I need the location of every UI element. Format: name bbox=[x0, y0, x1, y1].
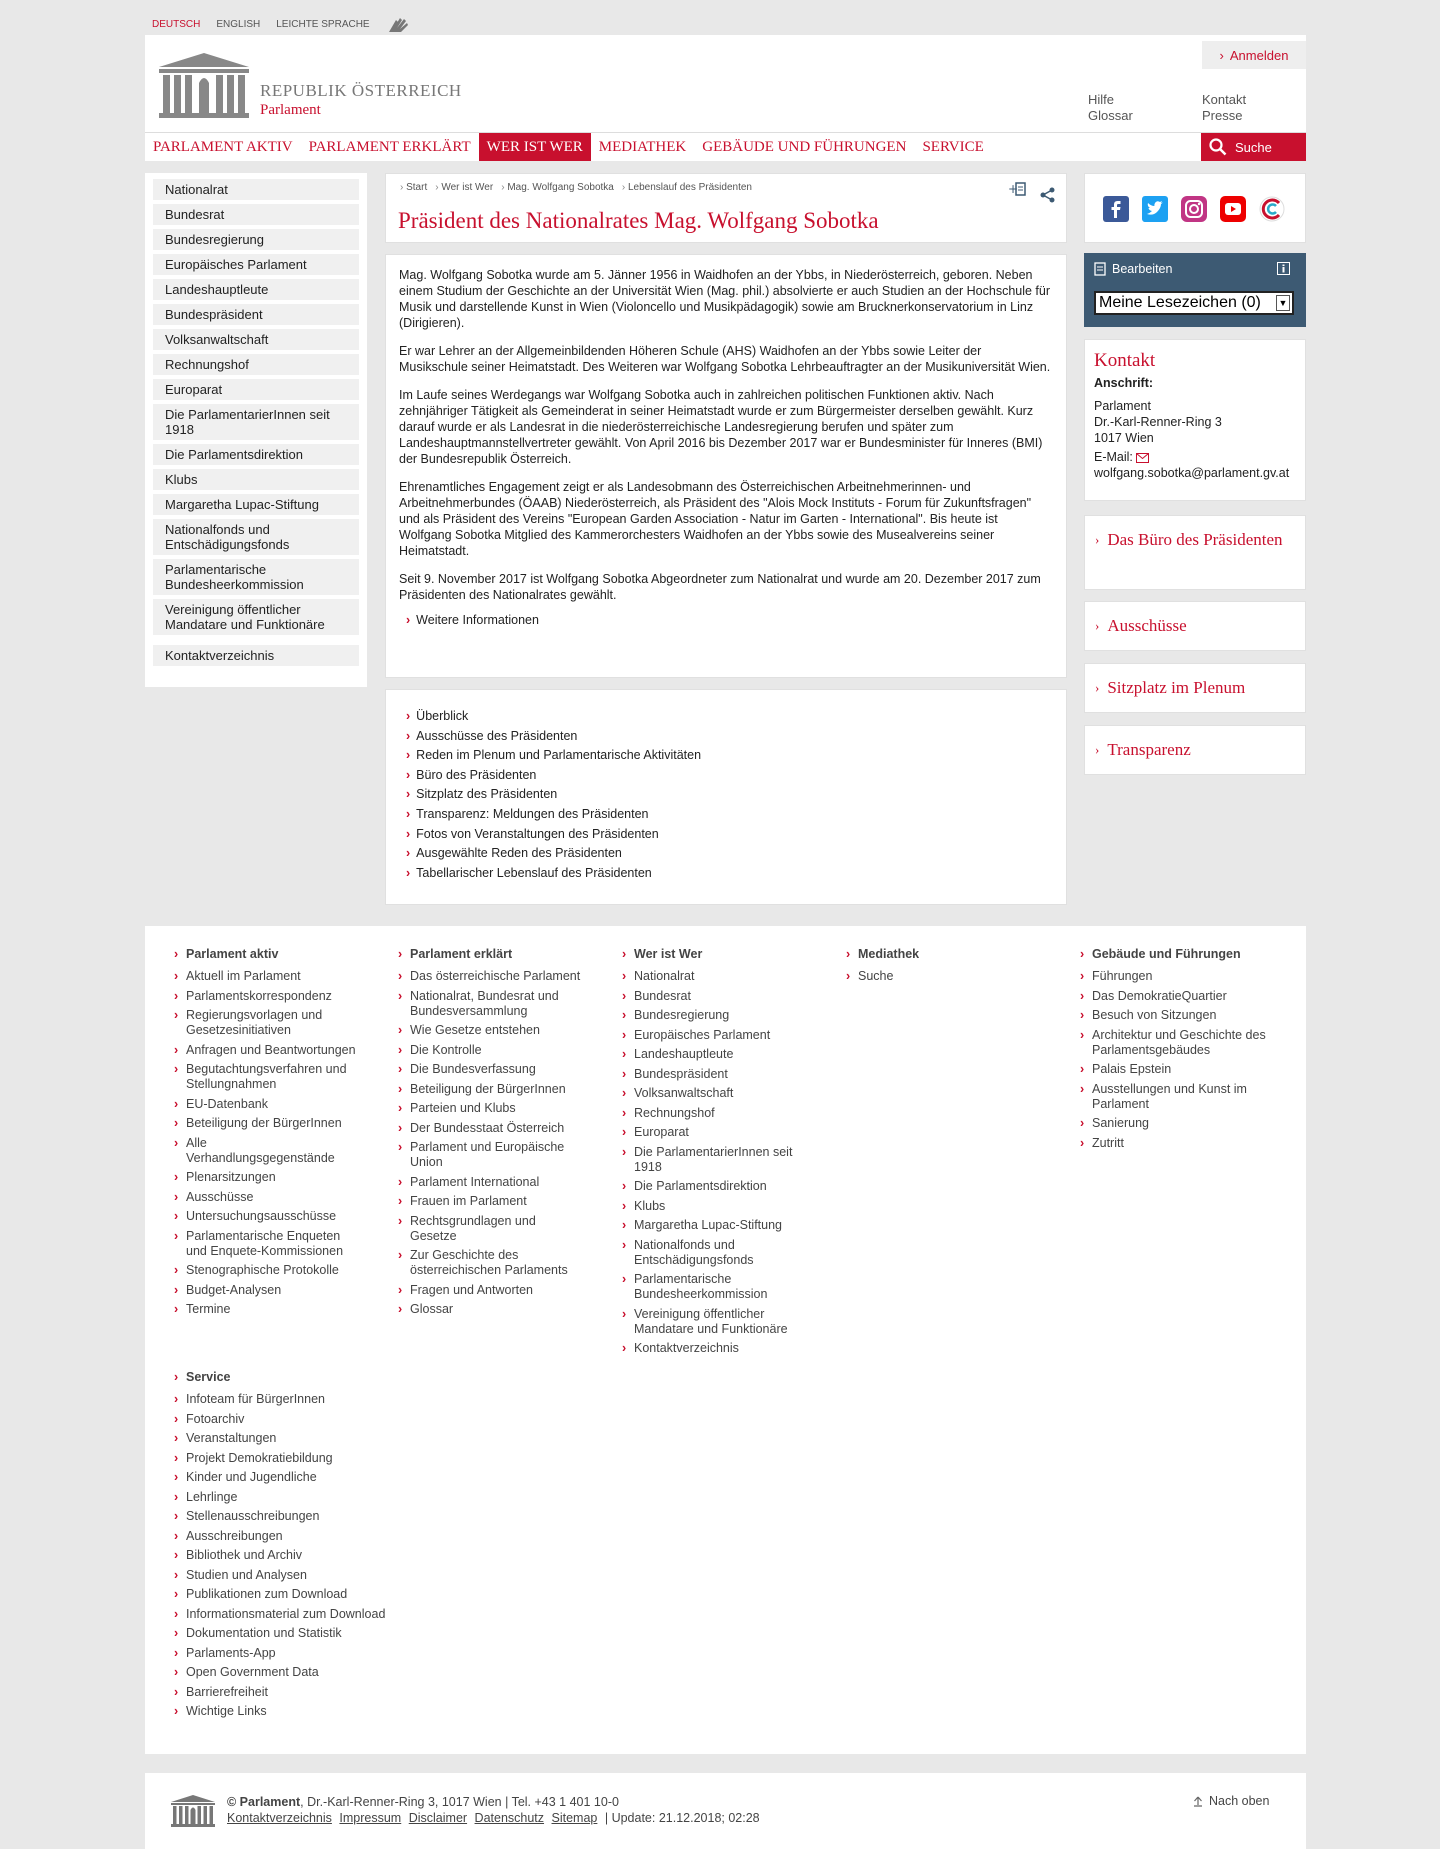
footer-link[interactable]: › Infoteam für BürgerInnen bbox=[174, 1392, 389, 1407]
footer-link[interactable]: › Beteiligung der BürgerInnen bbox=[398, 1082, 583, 1097]
footer-link[interactable]: › Ausschreibungen bbox=[174, 1529, 389, 1544]
back-to-top-label: Nach oben bbox=[1209, 1794, 1270, 1808]
social-panel bbox=[1084, 173, 1306, 243]
footer-column bbox=[398, 947, 583, 1322]
breadcrumb bbox=[400, 182, 752, 193]
sidebox-label: Transparenz bbox=[1107, 740, 1191, 759]
footer-link[interactable]: › Bundespräsident bbox=[622, 1067, 807, 1082]
related-link-label: Reden im Plenum und Parlamentarische Aktivitäten bbox=[416, 748, 702, 763]
footer-link[interactable]: › Aktuell im Parlament bbox=[174, 969, 359, 984]
left-navigation bbox=[145, 173, 367, 687]
leftnav-item[interactable]: Nationalrat bbox=[153, 179, 359, 200]
footer-link[interactable]: › Parlamentarische Enqueten und Enquete-Kommissionen bbox=[174, 1229, 359, 1259]
edit-icon bbox=[1094, 262, 1106, 276]
more-info-label: Weitere Informationen bbox=[416, 613, 539, 627]
footer-link[interactable]: › Publikationen zum Download bbox=[174, 1587, 389, 1602]
footer-link[interactable]: › Nationalrat, Bundesrat und Bundesversammlung bbox=[398, 989, 583, 1019]
login-button[interactable]: › Anmelden bbox=[1202, 41, 1306, 69]
footer-column bbox=[846, 947, 1031, 989]
footer-link[interactable]: › Dokumentation und Statistik bbox=[174, 1626, 389, 1641]
leftnav-item[interactable]: Rechnungshof bbox=[153, 354, 359, 375]
breadcrumb-item[interactable]: › Start bbox=[400, 182, 427, 193]
sidebox-label: Das Büro des Präsidenten bbox=[1107, 530, 1283, 549]
address-line: Dr.-Karl-Renner-Ring 3 bbox=[1094, 415, 1222, 429]
related-link[interactable]: › Tabellarischer Lebenslauf des Präsidenten bbox=[406, 865, 652, 880]
more-info-link[interactable]: › Weitere Informationen bbox=[406, 613, 539, 627]
footer-link[interactable]: › Volksanwaltschaft bbox=[622, 1086, 807, 1101]
footer-link[interactable]: › Anfragen und Beantwortungen bbox=[174, 1043, 359, 1058]
help-link[interactable]: Hilfe bbox=[1088, 92, 1115, 107]
footer-link[interactable]: › Klubs bbox=[622, 1199, 807, 1214]
address-label: Anschrift: bbox=[1094, 376, 1154, 390]
related-link[interactable]: › Fotos von Veranstaltungen des Präsidenten bbox=[406, 826, 659, 841]
logo-title: REPUBLIK ÖSTERREICH bbox=[260, 81, 462, 100]
footer-link[interactable]: › Frauen im Parlament bbox=[398, 1194, 583, 1209]
footer-link[interactable]: › Sanierung bbox=[1080, 1116, 1275, 1131]
leftnav-item[interactable]: Klubs bbox=[153, 469, 359, 490]
footer-link[interactable]: › Nationalrat bbox=[622, 969, 807, 984]
breadcrumb-item[interactable]: › Mag. Wolfgang Sobotka bbox=[501, 182, 614, 193]
title-panel bbox=[385, 173, 1067, 243]
related-link-label: Ausschüsse des Präsidenten bbox=[416, 728, 578, 743]
search-button[interactable] bbox=[1201, 133, 1306, 161]
lang-english[interactable]: ENGLISH bbox=[216, 18, 261, 30]
bookmark-add-icon[interactable] bbox=[1008, 181, 1028, 197]
related-link-label: Sitzplatz des Präsidenten bbox=[416, 787, 558, 802]
footer-column bbox=[1080, 947, 1275, 1155]
footer-link[interactable]: › Budget-Analysen bbox=[174, 1283, 359, 1298]
breadcrumb-item[interactable]: › Wer ist Wer bbox=[435, 182, 493, 193]
login-label: Anmelden bbox=[1229, 47, 1289, 63]
email-label: E-Mail: bbox=[1094, 450, 1133, 464]
main-navigation bbox=[145, 132, 1306, 161]
related-link-label: Transparenz: Meldungen des Präsidenten bbox=[416, 806, 649, 821]
footer-column-heading[interactable]: › Parlament erklärt bbox=[398, 947, 583, 961]
search-icon bbox=[1209, 138, 1227, 156]
nav-wer-ist-wer[interactable]: WER IST WER bbox=[479, 133, 591, 161]
leftnav-item[interactable]: Landeshauptleute bbox=[153, 279, 359, 300]
leftnav-item[interactable]: Volksanwaltschaft bbox=[153, 329, 359, 350]
parliament-small-logo-icon bbox=[171, 1795, 215, 1827]
contact-title: Kontakt bbox=[1094, 350, 1156, 371]
footer-link[interactable]: › Parteien und Klubs bbox=[398, 1101, 583, 1116]
bottom-bar bbox=[145, 1773, 1306, 1849]
footer-link[interactable]: › Ausstellungen und Kunst im Parlament bbox=[1080, 1082, 1275, 1112]
address-line: 1017 Wien bbox=[1094, 431, 1154, 445]
footer-link[interactable]: › EU-Datenbank bbox=[174, 1097, 359, 1112]
bookmarks-value: Meine Lesezeichen (0) bbox=[1099, 294, 1261, 311]
related-links-panel bbox=[385, 689, 1067, 905]
footer-link-sitemap[interactable]: Sitemap bbox=[551, 1811, 598, 1825]
footer-column-heading[interactable]: › Wer ist Wer bbox=[622, 947, 807, 961]
footer-link[interactable]: › Europarat bbox=[622, 1125, 807, 1140]
footer-link[interactable]: › Informationsmaterial zum Download bbox=[174, 1607, 389, 1622]
related-link[interactable]: › Ausschüsse des Präsidenten bbox=[406, 728, 578, 743]
update-date: | Update: 21.12.2018; 02:28 bbox=[604, 1811, 760, 1825]
related-link-label: Fotos von Veranstaltungen des Präsidenten bbox=[416, 826, 659, 841]
footer-column bbox=[174, 947, 359, 1322]
footer-link[interactable]: › Rechtsgrundlagen und Gesetze bbox=[398, 1214, 583, 1244]
footer-link[interactable]: › Das österreichische Parlament bbox=[398, 969, 583, 984]
biography-panel bbox=[385, 254, 1067, 678]
logo-subtitle: Parlament bbox=[260, 102, 321, 118]
footer-link[interactable]: › Europäisches Parlament bbox=[622, 1028, 807, 1043]
footer-link[interactable]: › Wichtige Links bbox=[174, 1704, 389, 1719]
nav-mediathek[interactable]: MEDIATHEK bbox=[598, 138, 687, 155]
footer-link[interactable]: › Lehrlinge bbox=[174, 1490, 389, 1505]
related-link[interactable]: › Transparenz: Meldungen des Präsidenten bbox=[406, 806, 649, 821]
footer-column-heading[interactable]: › Gebäude und Führungen bbox=[1080, 947, 1275, 961]
instagram-icon[interactable] bbox=[1181, 196, 1207, 222]
footer-link[interactable]: › Parlamentarische Bundesheerkommission bbox=[622, 1272, 807, 1302]
footer-link[interactable]: › Rechnungshof bbox=[622, 1106, 807, 1121]
footer-link-kontaktverzeichnis[interactable]: Kontaktverzeichnis bbox=[227, 1811, 332, 1825]
contact-panel bbox=[1084, 339, 1306, 501]
footer-column-heading[interactable]: › Service bbox=[174, 1370, 389, 1384]
footer-link-disclaimer[interactable]: Disclaimer bbox=[408, 1811, 468, 1825]
info-icon[interactable] bbox=[1277, 262, 1290, 275]
footer-link[interactable]: › Kinder und Jugendliche bbox=[174, 1470, 389, 1485]
footer-link[interactable]: › Die Bundesverfassung bbox=[398, 1062, 583, 1077]
bio-paragraph: Im Laufe seines Werdegangs war Wolfgang Sobotka auch in zahlreichen politischen Funktionen aktiv. Nach zehnjähriger Tätigkeit als Gemeinderat in seiner Heimatstadt wurde er zum Bürgermeister derselben gewählt. Kurz darauf wurde er als Landesrat in die niederösterreichische Landesregierung berufen und später zum Landeshauptmannstellvertreter gewählt. Von April 2016 bis Dezember 2017 war er Bundesminister für Inneres (BMI) der Bundesrepublik Österreich. bbox=[399, 388, 1043, 466]
footer-link[interactable]: › Fotoarchiv bbox=[174, 1412, 389, 1427]
edit-label: Bearbeiten bbox=[1112, 262, 1173, 276]
sidebox-transparenz[interactable]: › Transparenz bbox=[1084, 725, 1306, 775]
footer-link[interactable]: › Der Bundesstaat Österreich bbox=[398, 1121, 583, 1136]
demokratiewebstatt-icon[interactable] bbox=[1259, 196, 1285, 222]
bio-paragraph: Seit 9. November 2017 ist Wolfgang Sobotka Abgeordneter zum Nationalrat und wurde am 20. Dezember 2017 zum Präsidenten des Nationalrates gewählt. bbox=[399, 572, 1041, 602]
footer-link[interactable]: › Untersuchungsausschüsse bbox=[174, 1209, 359, 1224]
leftnav-item[interactable]: Parlamentarische Bundesheerkommission bbox=[153, 559, 359, 595]
footer-link[interactable]: › Studien und Analysen bbox=[174, 1568, 389, 1583]
edit-panel bbox=[1084, 253, 1306, 327]
footer-column bbox=[622, 947, 807, 1361]
leftnav-item[interactable]: Bundesrat bbox=[153, 204, 359, 225]
leftnav-item[interactable]: Margaretha Lupac-Stiftung bbox=[153, 494, 359, 515]
back-to-top-link[interactable] bbox=[1193, 1794, 1269, 1808]
footer-link[interactable]: › Begutachtungsverfahren und Stellungnahmen bbox=[174, 1062, 359, 1092]
footer-column-heading[interactable]: › Mediathek bbox=[846, 947, 1031, 961]
leftnav-item[interactable]: Nationalfonds und Entschädigungsfonds bbox=[153, 519, 359, 555]
footer-link[interactable]: › Veranstaltungen bbox=[174, 1431, 389, 1446]
facebook-icon[interactable] bbox=[1103, 196, 1129, 222]
arrow-up-icon bbox=[1193, 1795, 1203, 1807]
sign-language-icon[interactable] bbox=[386, 14, 412, 34]
footer-link[interactable]: › Termine bbox=[174, 1302, 359, 1317]
footer-link[interactable]: › Zur Geschichte des österreichischen Parlaments bbox=[398, 1248, 583, 1278]
footer-link[interactable]: › Bundesregierung bbox=[622, 1008, 807, 1023]
footer-link[interactable]: › Landeshauptleute bbox=[622, 1047, 807, 1062]
sidebox-label: Sitzplatz im Plenum bbox=[1107, 678, 1246, 697]
related-link-label: Überblick bbox=[416, 709, 469, 723]
footer-link[interactable]: › Alle Verhandlungsgegenstände bbox=[174, 1136, 359, 1166]
related-link-label: Büro des Präsidenten bbox=[416, 767, 537, 782]
sidebox-ausschuesse[interactable]: › Ausschüsse bbox=[1084, 601, 1306, 651]
envelope-icon bbox=[1136, 453, 1149, 463]
bio-paragraph: Ehrenamtliches Engagement zeigt er als Landesobmann des Österreichischen Arbeitnehmerinnen- und Arbeitnehmerbundes (ÖAAB) Niederösterreich, als Präsident des "Alois Mock Instituts - Forum für Zukunftsfragen" und als Präsident des Vereins "European Garden Association - Natur im Garten - International". Bis heute ist Wolfgang Sobotka Mitglied des Kammerorchesters Waidhofen an der Ybbs sowie des Musealvereins seiner Heimatstadt. bbox=[399, 480, 1032, 558]
glossary-link[interactable]: Glossar bbox=[1088, 108, 1133, 123]
parliament-logo-icon[interactable] bbox=[159, 53, 249, 119]
leftnav-item[interactable]: Europäisches Parlament bbox=[153, 254, 359, 275]
footer-link[interactable]: › Wie Gesetze entstehen bbox=[398, 1023, 583, 1038]
footer-link[interactable]: › Zutritt bbox=[1080, 1136, 1275, 1151]
footer-link[interactable]: › Parlamentskorrespondenz bbox=[174, 989, 359, 1004]
related-link-label: Ausgewählte Reden des Präsidenten bbox=[416, 846, 622, 861]
sidebox-buero[interactable]: › Das Büro des Präsidenten bbox=[1084, 515, 1306, 590]
svg-text:+: + bbox=[1008, 182, 1019, 196]
nav-service[interactable]: SERVICE bbox=[922, 138, 984, 155]
leftnav-item[interactable]: Bundesregierung bbox=[153, 229, 359, 250]
footer-link[interactable]: › Margaretha Lupac-Stiftung bbox=[622, 1218, 807, 1233]
footer-link[interactable]: › Regierungsvorlagen und Gesetzesinitiativen bbox=[174, 1008, 359, 1038]
nav-parlament-aktiv[interactable]: PARLAMENT AKTIV bbox=[153, 138, 293, 155]
footer-link[interactable]: › Kontaktverzeichnis bbox=[622, 1341, 807, 1356]
leftnav-item[interactable]: Europarat bbox=[153, 379, 359, 400]
page-title: Präsident des Nationalrates Mag. Wolfgang Sobotka bbox=[398, 208, 879, 233]
footer-link[interactable]: › Das DemokratieQuartier bbox=[1080, 989, 1275, 1004]
footer-link[interactable]: › Plenarsitzungen bbox=[174, 1170, 359, 1185]
footer-link[interactable]: › Open Government Data bbox=[174, 1665, 389, 1680]
footer-link[interactable]: › Palais Epstein bbox=[1080, 1062, 1275, 1077]
footer-column-heading[interactable]: › Parlament aktiv bbox=[174, 947, 359, 961]
language-bar bbox=[152, 14, 412, 34]
footer-link[interactable]: › Vereinigung öffentlicher Mandatare und Funktionäre bbox=[622, 1307, 807, 1337]
footer-link[interactable]: › Glossar bbox=[398, 1302, 583, 1317]
footer-link[interactable]: › Die ParlamentarierInnen seit 1918 bbox=[622, 1145, 807, 1175]
footer-link[interactable]: › Ausschüsse bbox=[174, 1190, 359, 1205]
footer-column bbox=[174, 1370, 389, 1724]
related-link[interactable]: › Sitzplatz des Präsidenten bbox=[406, 787, 558, 802]
email-link[interactable]: wolfgang.sobotka@parlament.gv.at bbox=[1094, 466, 1290, 480]
footer-link[interactable]: › Fragen und Antworten bbox=[398, 1283, 583, 1298]
footer-link[interactable]: › Projekt Demokratiebildung bbox=[174, 1451, 389, 1466]
address-line: Parlament bbox=[1094, 399, 1151, 413]
leftnav-item[interactable]: Die ParlamentarierInnen seit 1918 bbox=[153, 404, 359, 440]
footer-link[interactable]: › Die Kontrolle bbox=[398, 1043, 583, 1058]
sidebox-label: Ausschüsse bbox=[1107, 616, 1187, 635]
site-header bbox=[145, 35, 1306, 161]
related-link-label: Tabellarischer Lebenslauf des Präsidenten bbox=[416, 865, 652, 880]
footer-sitemap bbox=[145, 926, 1306, 1754]
footer-link[interactable]: › Nationalfonds und Entschädigungsfonds bbox=[622, 1238, 807, 1268]
chevron-down-icon: ▼ bbox=[1276, 295, 1290, 311]
contact-link[interactable]: Kontakt bbox=[1202, 92, 1247, 107]
bio-paragraph: Mag. Wolfgang Sobotka wurde am 5. Jänner 1956 in Waidhofen an der Ybbs, in Niederösterreich, geboren. Neben einem Studium der Geschichte an der Universität Wien (Mag. phil.) absolvierte er auch Studien an der Hochschule für Musik und darstellende Kunst in Wien (Violoncello und Musikpädagogik) sowie am Brucknerkonservatorium in Linz (Dirigieren). bbox=[399, 268, 1051, 330]
related-link[interactable]: › Überblick bbox=[406, 709, 469, 723]
bio-paragraph: Er war Lehrer an der Allgemeinbildenden Höheren Schule (AHS) Waidhofen an der Ybbs sowie Leiter der Musikschule seiner Heimatstadt. Des Weiteren war Wolfgang Sobotka Lehrbeauftragter an der Musikuniversität Wien. bbox=[399, 344, 1051, 374]
youtube-icon[interactable] bbox=[1220, 196, 1246, 222]
related-link[interactable]: › Büro des Präsidenten bbox=[406, 767, 537, 782]
related-link[interactable]: › Reden im Plenum und Parlamentarische Aktivitäten bbox=[406, 748, 702, 763]
footer-link[interactable]: › Führungen bbox=[1080, 969, 1275, 984]
leftnav-item[interactable]: Kontaktverzeichnis bbox=[153, 645, 359, 666]
footer-link[interactable]: › Parlament und Europäische Union bbox=[398, 1140, 583, 1170]
footer-link[interactable]: › Stenographische Protokolle bbox=[174, 1263, 359, 1278]
footer-link[interactable]: › Beteiligung der BürgerInnen bbox=[174, 1116, 359, 1131]
footer-link[interactable]: › Parlament International bbox=[398, 1175, 583, 1190]
leftnav-item[interactable]: Die Parlamentsdirektion bbox=[153, 444, 359, 465]
nav-gebaeude[interactable]: GEBÄUDE UND FÜHRUNGEN bbox=[702, 138, 907, 155]
footer-link[interactable]: › Besuch von Sitzungen bbox=[1080, 1008, 1275, 1023]
lang-easy[interactable]: LEICHTE SPRACHE bbox=[276, 18, 370, 30]
footer-link[interactable]: › Stellenausschreibungen bbox=[174, 1509, 389, 1524]
footer-link[interactable]: › Die Parlamentsdirektion bbox=[622, 1179, 807, 1194]
leftnav-item[interactable]: Bundespräsident bbox=[153, 304, 359, 325]
twitter-icon[interactable] bbox=[1142, 196, 1168, 222]
copyright: © Parlament bbox=[227, 1795, 301, 1809]
lang-german[interactable]: DEUTSCH bbox=[152, 18, 201, 30]
press-link[interactable]: Presse bbox=[1202, 108, 1243, 123]
footer-link[interactable]: › Suche bbox=[846, 969, 1031, 984]
footer-link[interactable]: › Bundesrat bbox=[622, 989, 807, 1004]
breadcrumb-item: › Lebenslauf des Präsidenten bbox=[622, 182, 752, 193]
footer-address: , Dr.-Karl-Renner-Ring 3, 1017 Wien | Tel. +43 1 401 10-0 bbox=[300, 1795, 619, 1809]
footer-link[interactable]: › Bibliothek und Archiv bbox=[174, 1548, 389, 1563]
share-icon[interactable] bbox=[1040, 187, 1056, 203]
footer-link[interactable]: › Architektur und Geschichte des Parlamentsgebäudes bbox=[1080, 1028, 1275, 1058]
related-link[interactable]: › Ausgewählte Reden des Präsidenten bbox=[406, 846, 622, 861]
nav-parlament-erklaert[interactable]: PARLAMENT ERKLÄRT bbox=[308, 138, 471, 155]
search-label: Suche bbox=[1235, 139, 1272, 155]
footer-link[interactable]: › Parlaments-App bbox=[174, 1646, 389, 1661]
footer-link-impressum[interactable]: Impressum bbox=[339, 1811, 402, 1825]
bookmarks-select[interactable] bbox=[1094, 291, 1294, 315]
footer-link[interactable]: › Barrierefreiheit bbox=[174, 1685, 389, 1700]
sidebox-sitzplatz[interactable]: › Sitzplatz im Plenum bbox=[1084, 663, 1306, 713]
footer-link-datenschutz[interactable]: Datenschutz bbox=[474, 1811, 545, 1825]
leftnav-item[interactable]: Vereinigung öffentlicher Mandatare und Funktionäre bbox=[153, 599, 359, 635]
